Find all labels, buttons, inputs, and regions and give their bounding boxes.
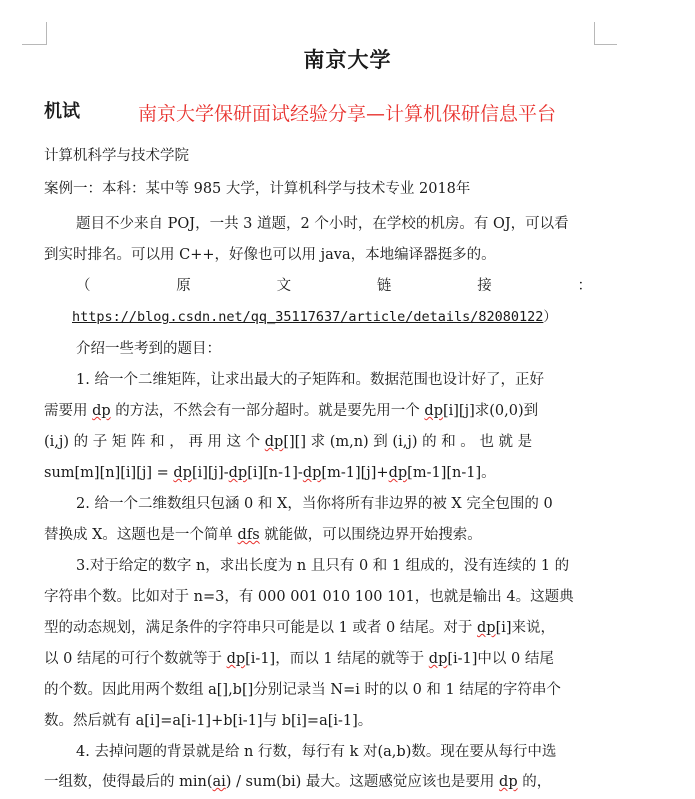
- text-span: [m-1][j]+: [321, 465, 389, 481]
- intro-line: 介绍一些考到的题目：: [76, 341, 221, 357]
- open-paren: （: [76, 278, 91, 294]
- spell-mark: dp: [428, 651, 448, 667]
- spell-mark: dp: [388, 465, 408, 481]
- section-heading: 机试: [44, 101, 80, 122]
- text-span: [i-1]，而以 1 结尾的就等于: [245, 651, 429, 667]
- paragraph-1-line-1: 题目不少来自 POJ，一共 3 道题，2 个小时，在学校的机房。有 OJ，可以看: [76, 216, 569, 232]
- spell-mark: ai: [212, 774, 226, 790]
- text-span: [m-1][n-1]。: [407, 465, 496, 481]
- paragraph-1-line-2: 到实时排名。可以用 C++，好像也可以用 java，本地编译器挺多的。: [44, 247, 496, 263]
- spell-mark: dp: [228, 465, 248, 481]
- text-span: [i-1]中以 0 结尾: [447, 651, 554, 667]
- q4-line-2: [44, 772, 592, 792]
- q3-line-6: 数。然后就有 a[i]=a[i-1]+b[i-1]与 b[i]=a[i-1]。: [44, 713, 373, 729]
- q2-line-1: 2. 给一个二维数组只包涵 0 和 X，当你将所有非边界的被 X 完全包围的 0: [76, 496, 553, 512]
- text-span: [i]来说，: [495, 620, 556, 636]
- spell-mark: dp: [302, 465, 322, 481]
- q3-line-3: [44, 618, 592, 638]
- text-span: 一组数，使得最后的 min(: [44, 774, 213, 790]
- crop-mark-top-left: [22, 22, 47, 45]
- source-word-3: 链: [376, 278, 392, 294]
- text-span: 的方法，不然会有一部分超时。就是要先用一个: [110, 403, 425, 419]
- text-span: (i,j) 的 子 矩 阵 和 ， 再 用 这 个: [44, 434, 265, 450]
- q1-line-4: [44, 463, 592, 483]
- case-line: 案例一：本科：某中等 985 大学，计算机科学与技术专业 2018年: [44, 181, 471, 197]
- close-paren: ）: [543, 309, 557, 325]
- document-title: 南京大学: [303, 47, 392, 72]
- text-span: 的，: [517, 774, 552, 790]
- text-span: sum[m][n][i][j] =: [44, 465, 174, 481]
- q3-line-1: 3.对于给定的数字 n，求出长度为 n 且只有 0 和 1 组成的，没有连续的 1 的: [76, 558, 570, 574]
- text-span: [i][n-1]-: [247, 465, 303, 481]
- crop-mark-top-right: [594, 22, 617, 45]
- text-span: 替换成 X。这题也是一个简单: [44, 527, 238, 543]
- spell-mark: dp: [477, 620, 496, 636]
- source-word-4: 接: [477, 278, 492, 294]
- text-span: 需要用: [44, 403, 93, 419]
- text-span: [i][j]-: [191, 465, 229, 481]
- text-span: 就能做，可以围绕边界开始搜索。: [259, 527, 482, 543]
- q1-line-3: [44, 432, 592, 452]
- q1-line-2: [44, 401, 592, 421]
- q4-line-1: 4. 去掉问题的背景就是给 n 行数，每行有 k 对(a,b)数。现在要从每行中选: [76, 744, 557, 760]
- spell-mark: dp: [92, 403, 111, 419]
- red-banner-text: 南京大学保研面试经验分享—计算机保研信息平台: [138, 103, 557, 125]
- q3-line-4: [44, 649, 592, 669]
- q1-line-1: 1. 给一个二维矩阵，让求出最大的子矩阵和。数据范围也设计好了，正好: [76, 372, 544, 388]
- spell-mark: dp: [226, 651, 246, 667]
- spell-mark: dp: [264, 434, 284, 450]
- text-span: [][] 求 (m,n) 到 (i,j) 的 和 。 也 就 是: [283, 434, 533, 450]
- spell-mark: dp: [173, 465, 192, 481]
- source-word-2: 文: [276, 278, 292, 294]
- source-url-line: [72, 307, 592, 327]
- text-span: [i][j]求(0,0)到: [442, 403, 539, 419]
- colon: ：: [577, 278, 592, 294]
- text-span: ) / sum(bi) 最大。这题感觉应该也是要用: [225, 774, 500, 790]
- text-span: 型的动态规划，满足条件的字符串只可能是以 1 或者 0 结尾。对于: [44, 620, 477, 636]
- q3-line-5: 的个数。因此用两个数组 a[],b[]分别记录当 N=i 时的以 0 和 1 结尾的字符串个: [44, 682, 561, 698]
- spell-mark: dp: [499, 774, 518, 790]
- text-span: 以 0 结尾的可行个数就等于: [44, 651, 227, 667]
- spell-mark: dp: [424, 403, 443, 419]
- spell-mark: dfs: [237, 527, 260, 543]
- q3-line-2: 字符串个数。比如对于 n=3，有 000 001 010 100 101，也就是输出 4。这题典: [44, 589, 574, 605]
- source-word-1: 原: [176, 278, 191, 294]
- q2-line-2: [44, 525, 592, 545]
- source-label-line: [76, 276, 592, 296]
- department-line: 计算机科学与技术学院: [44, 148, 189, 164]
- source-link[interactable]: https://blog.csdn.net/qq_35117637/article/details/82080122: [72, 309, 544, 325]
